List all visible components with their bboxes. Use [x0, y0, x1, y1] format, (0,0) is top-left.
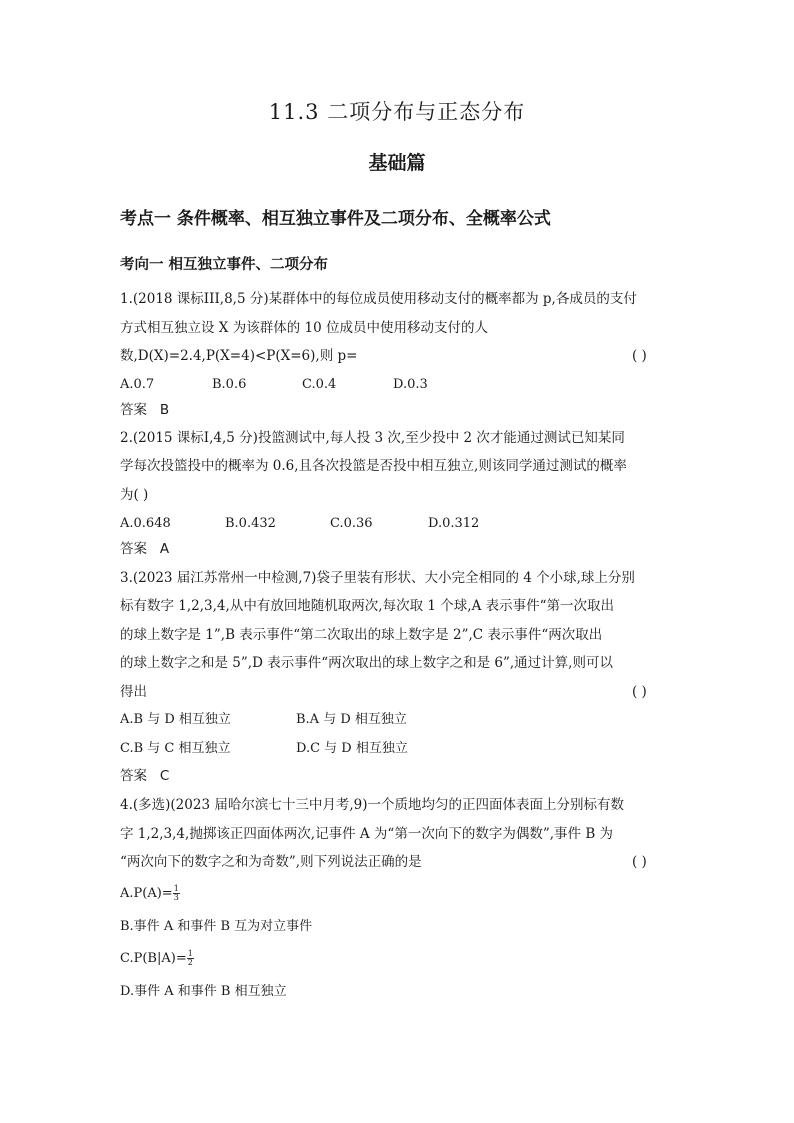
answer-label: 答案 — [120, 541, 147, 557]
fraction — [173, 885, 180, 902]
option-a: A.0.7 — [120, 377, 155, 392]
question-text-line: 为( ) — [120, 487, 149, 503]
fraction — [187, 950, 194, 967]
answer-label: 答案 — [120, 768, 147, 784]
question-text-line: 的球上数字是 1”,B 表示事件“第二次取出的球上数字是 2”,C 表示事件“两次取出 — [120, 627, 603, 643]
question-text-line: 3.(2023 届江苏常州一中检测,7)袋子里装有形状、大小完全相同的 4 个小球,球上分别 — [120, 570, 635, 586]
question-text-line: 1.(2018 课标III,8,5 分)某群体中的每位成员使用移动支付的概率都为 p,各成员的支付 — [120, 291, 637, 307]
answer-line — [120, 766, 169, 786]
answer-value: B — [159, 402, 170, 418]
option-d: D.0.3 — [393, 377, 428, 392]
option-text: A.P(A)= — [120, 886, 173, 901]
option-d: D.C 与 D 相互独立 — [296, 741, 408, 756]
page-title: 11.3 二项分布与正态分布 — [268, 100, 526, 124]
question-text-line: 4.(多选)(2023 届哈尔滨七十三中月考,9)一个质地均匀的正四面体表面上分别标有数 — [120, 797, 624, 813]
answer-value: C — [159, 768, 170, 784]
option-c — [120, 949, 194, 969]
question-text-line: 2.(2015 课标Ⅰ,4,5 分)投篮测试中,每人投 3 次,至少投中 2 次才能通过测试已知某同 — [120, 430, 625, 446]
fraction-numerator: 1 — [173, 884, 179, 893]
question-text-line: 数,D(X)=2.4,P(X=4)<P(X=6),则 p= — [120, 348, 358, 364]
option-b: B.0.6 — [212, 377, 247, 392]
option-d: D.事件 A 和事件 B 相互独立 — [120, 984, 287, 999]
option-a — [120, 884, 180, 904]
question-text-line: 字 1,2,3,4,抛掷该正四面体两次,记事件 A 为“第一次向下的数字为偶数”,事件 B 为 — [120, 826, 614, 842]
section-heading: 考点一 条件概率、相互独立事件及二项分布、全概率公式 — [120, 209, 551, 229]
option-a: A.0.648 — [120, 516, 171, 531]
answer-line — [120, 400, 169, 420]
answer-blank: ( ) — [632, 854, 647, 870]
question-text-line: 得出 — [120, 684, 147, 700]
question-text-line: 学每次投篮投中的概率为 0.6,且各次投篮是否投中相互独立,则该同学通过测试的概率 — [120, 458, 627, 474]
option-c: C.B 与 C 相互独立 — [120, 741, 231, 756]
option-c: C.0.4 — [302, 377, 337, 392]
option-text: C.P(B|A)= — [120, 951, 187, 966]
subsection-heading: 考向一 相互独立事件、二项分布 — [120, 257, 329, 273]
option-b: B.事件 A 和事件 B 互为对立事件 — [120, 919, 313, 934]
answer-blank: ( ) — [632, 348, 647, 364]
option-d: D.0.312 — [428, 516, 480, 531]
fraction-denominator: 3 — [173, 893, 179, 902]
option-a: A.B 与 D 相互独立 — [120, 712, 231, 727]
answer-line — [120, 539, 169, 559]
answer-blank: ( ) — [632, 684, 647, 700]
fraction-denominator: 2 — [187, 958, 193, 967]
option-c: C.0.36 — [330, 516, 373, 531]
answer-label: 答案 — [120, 402, 147, 418]
question-text-line: 方式相互独立设 X 为该群体的 10 位成员中使用移动支付的人 — [120, 320, 488, 336]
option-b: B.A 与 D 相互独立 — [296, 712, 407, 727]
section-subtitle: 基础篇 — [368, 152, 426, 174]
question-text-line: “两次向下的数字之和为奇数”,则下列说法正确的是 — [120, 854, 422, 870]
option-b: B.0.432 — [225, 516, 276, 531]
question-text-line: 标有数字 1,2,3,4,从中有放回地随机取两次,每次取 1 个球,A 表示事件“第一次取出 — [120, 598, 615, 614]
answer-value: A — [159, 541, 170, 557]
question-text-line: 的球上数字之和是 5”,D 表示事件“两次取出的球上数字之和是 6”,通过计算,则可以 — [120, 655, 613, 671]
fraction-numerator: 1 — [187, 949, 193, 958]
